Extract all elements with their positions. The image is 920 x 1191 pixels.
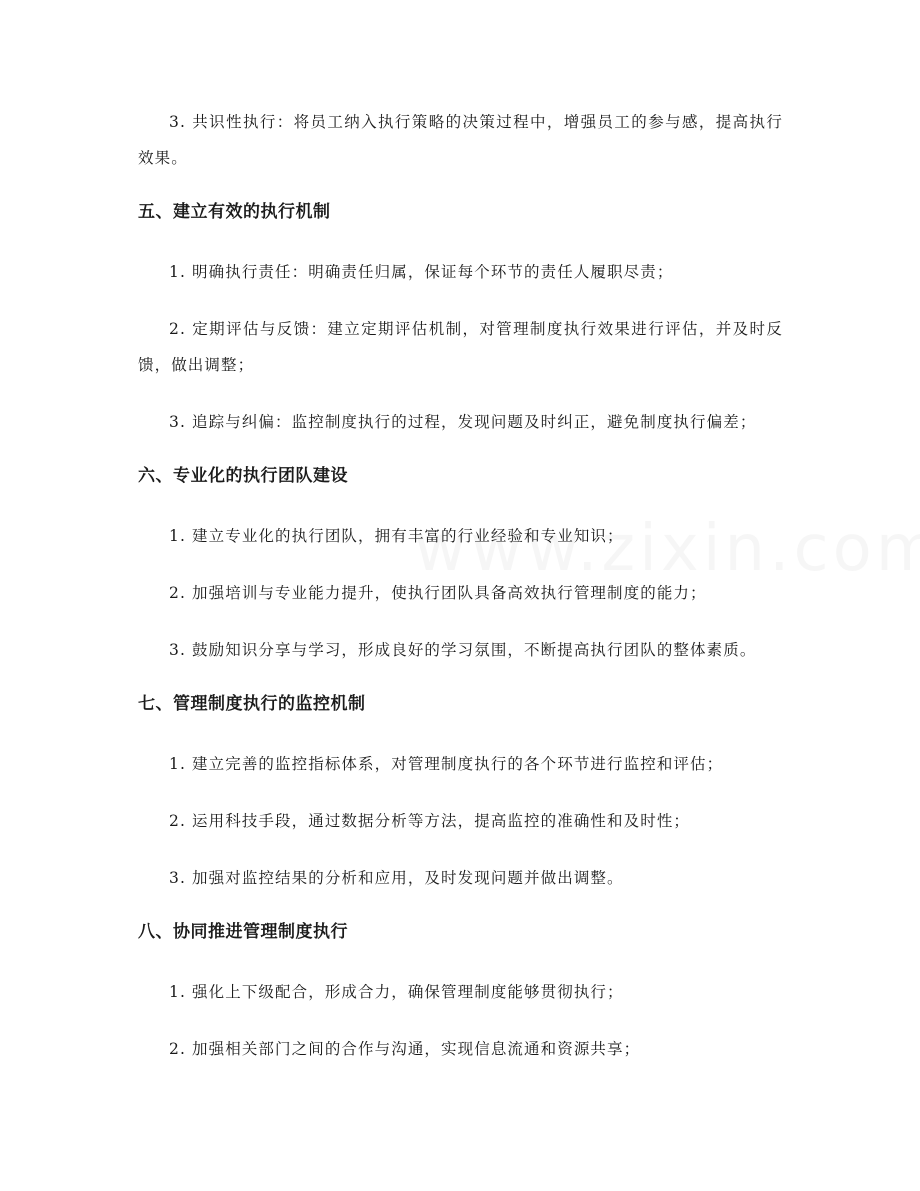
section-heading-7: 七、管理制度执行的监控机制 [138, 694, 366, 714]
section-heading-5: 五、建立有效的执行机制 [138, 202, 331, 222]
paragraph: 1. 强化上下级配合，形成合力，确保管理制度能够贯彻执行； [169, 983, 624, 1001]
paragraph: 2. 定期评估与反馈：建立定期评估机制，对管理制度执行效果进行评估，并及时反馈，做出调整； [138, 320, 783, 374]
paragraph: 3. 共识性执行：将员工纳入执行策略的决策过程中，增强员工的参与感，提高执行效果。 [138, 113, 783, 167]
section-heading-8: 八、协同推进管理制度执行 [138, 922, 348, 942]
paragraph: 2. 加强培训与专业能力提升，使执行团队具备高效执行管理制度的能力； [169, 584, 707, 602]
paragraph: 2. 运用科技手段，通过数据分析等方法，提高监控的准确性和及时性； [169, 812, 691, 830]
paragraph: 3. 追踪与纠偏：监控制度执行的过程，发现问题及时纠正，避免制度执行偏差； [169, 413, 757, 431]
document-body [138, 104, 783, 1088]
paragraph: 2. 加强相关部门之间的合作与沟通，实现信息流通和资源共享； [169, 1040, 641, 1058]
paragraph: 1. 建立完善的监控指标体系，对管理制度执行的各个环节进行监控和评估； [169, 755, 724, 773]
section-heading-6: 六、专业化的执行团队建设 [138, 466, 348, 486]
paragraph: 3. 加强对监控结果的分析和应用，及时发现问题并做出调整。 [169, 869, 624, 887]
paragraph: 1. 明确执行责任：明确责任归属，保证每个环节的责任人履职尽责； [169, 263, 674, 281]
paragraph: 3. 鼓励知识分享与学习，形成良好的学习氛围，不断提高执行团队的整体素质。 [169, 641, 757, 659]
paragraph: 1. 建立专业化的执行团队，拥有丰富的行业经验和专业知识； [169, 527, 624, 545]
